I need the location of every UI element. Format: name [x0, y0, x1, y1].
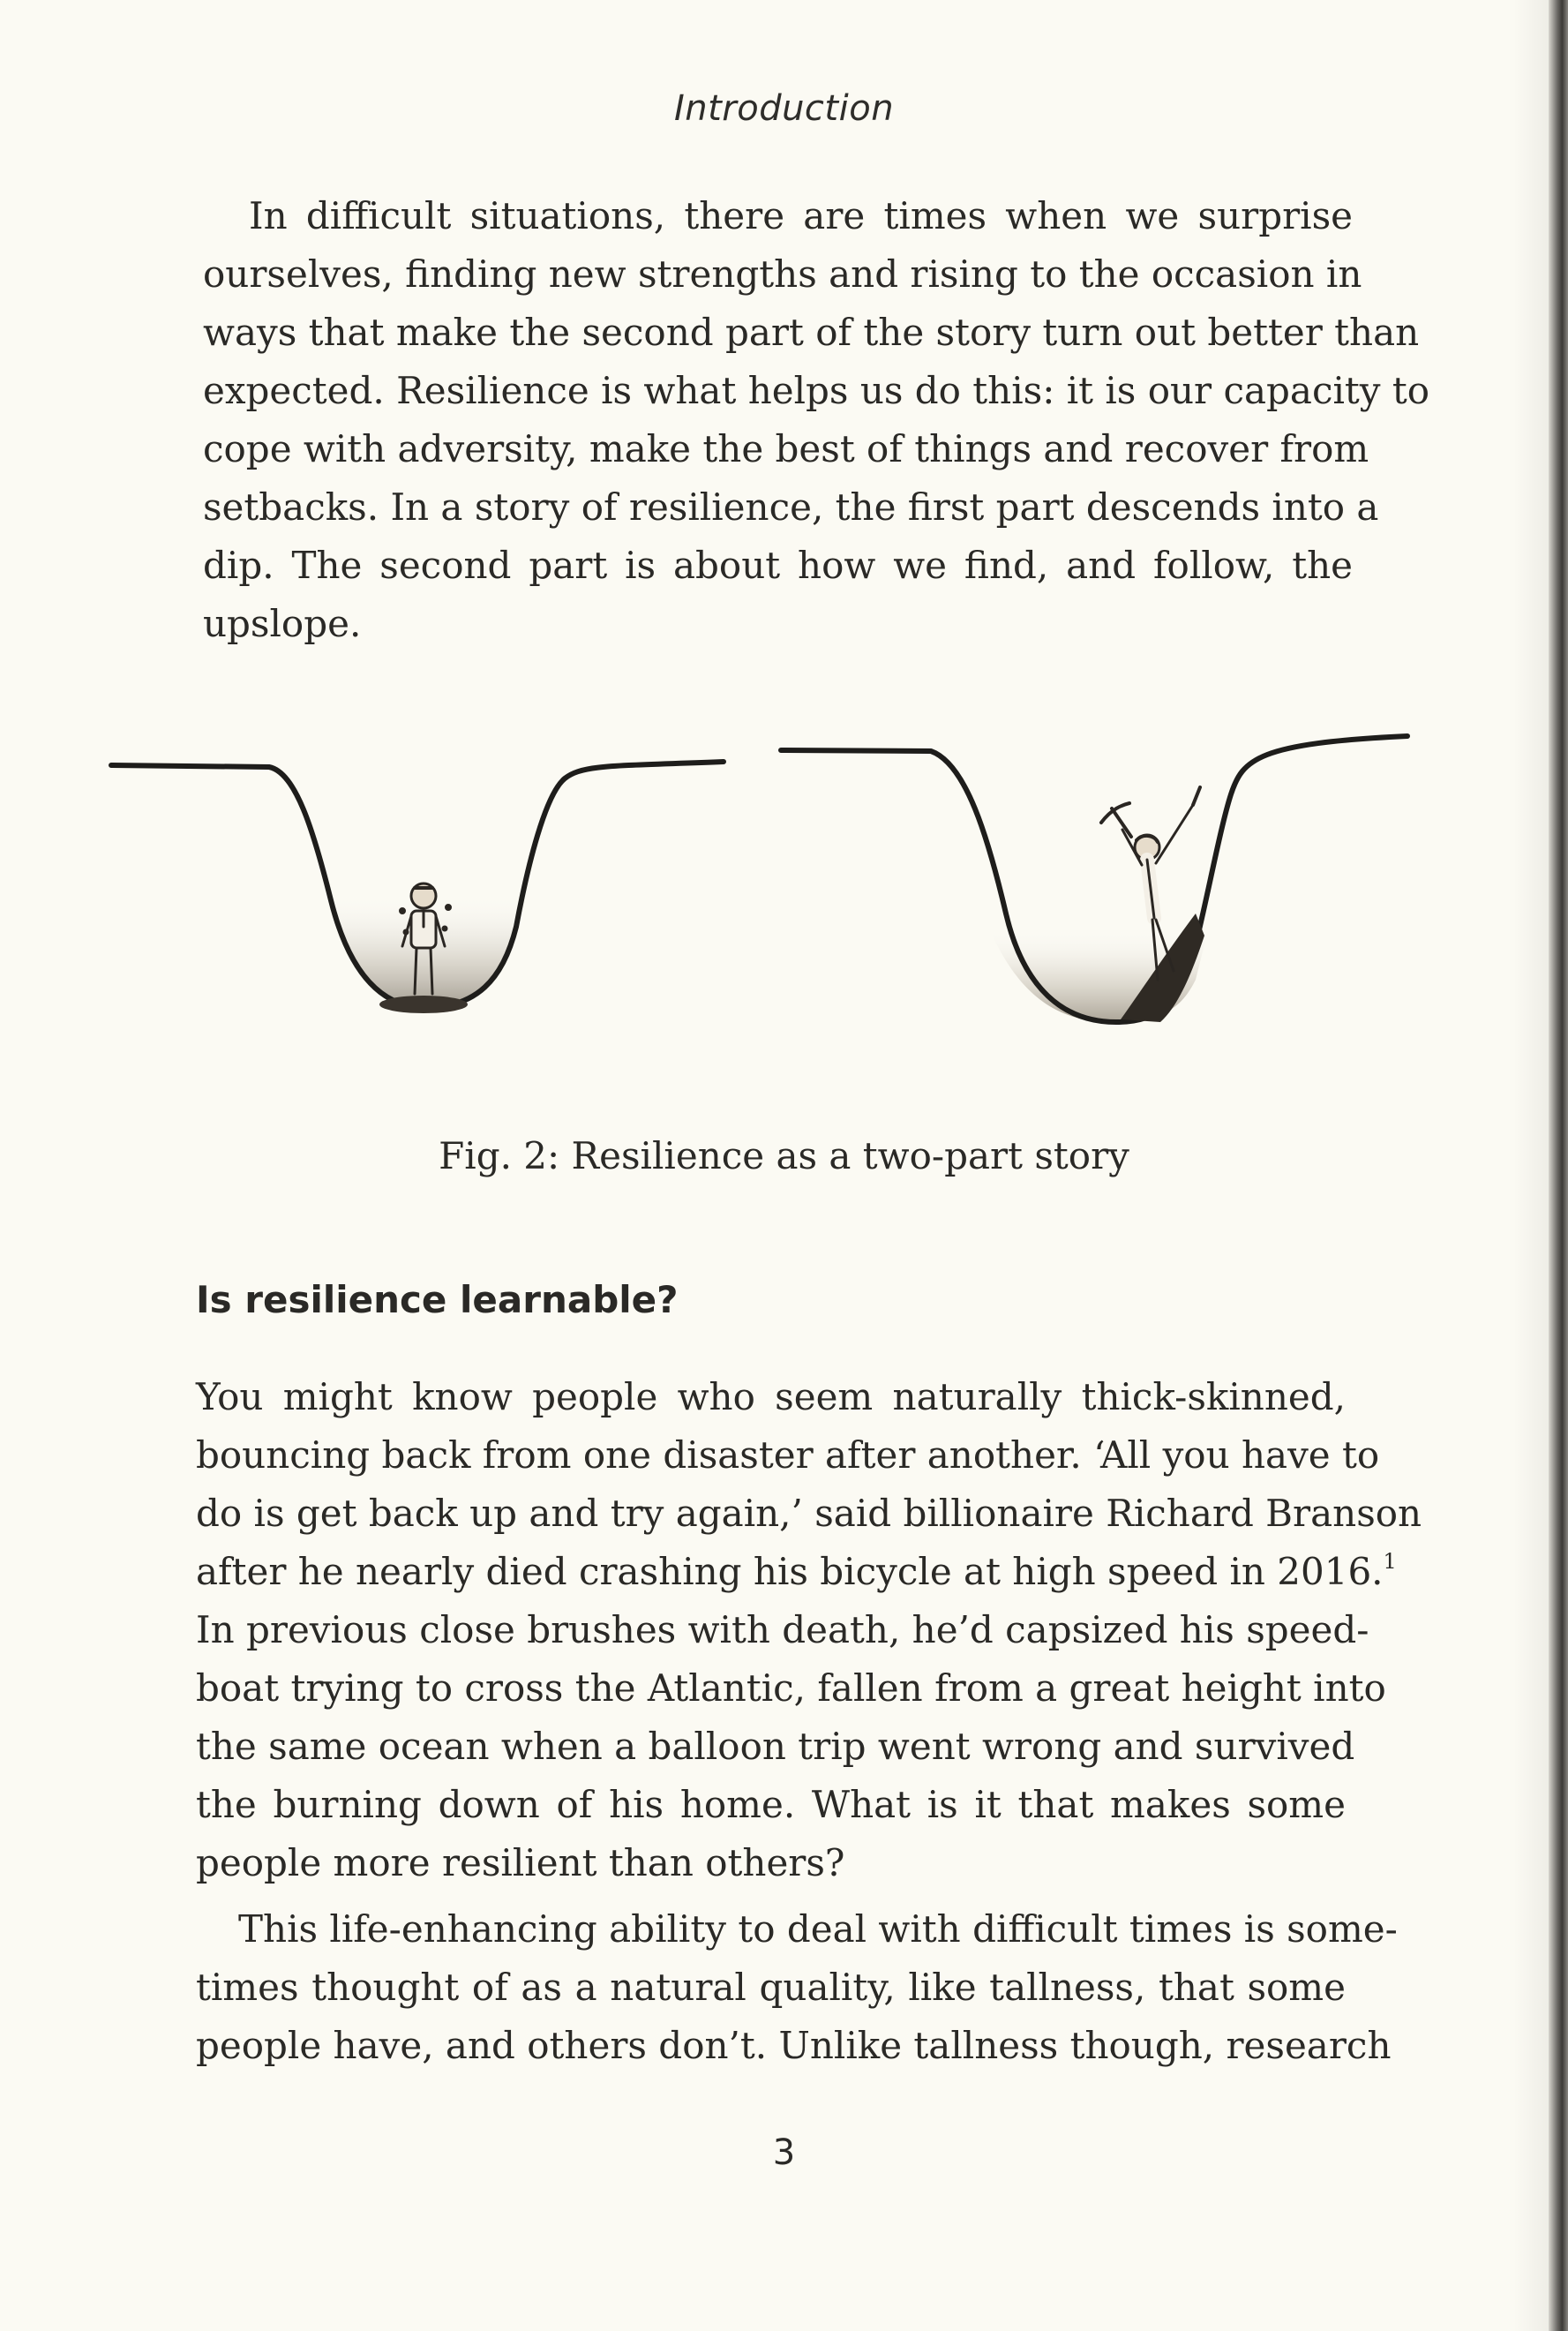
- resilience-figure: [106, 724, 1412, 1041]
- intro-paragraph: [203, 187, 1430, 653]
- text-line: the burning down of his home. What is it that makes some: [196, 1783, 1346, 1826]
- footnote-marker[interactable]: 1: [1383, 1549, 1397, 1574]
- figure-caption: Fig. 2: Resilience as a two-part story: [439, 1134, 1129, 1177]
- text-line: bouncing back from one disaster after another. ‘All you have to: [196, 1433, 1380, 1477]
- text-line-with-footnote: [196, 1543, 1397, 1601]
- right-dip-panel: [781, 736, 1407, 1022]
- branson-paragraph: [196, 1368, 1422, 1892]
- text-line: You might know people who seem naturally thick-skinned,: [196, 1375, 1346, 1418]
- left-dip-shade: [326, 891, 529, 1011]
- left-dip-panel: [111, 762, 724, 1013]
- text-line: ways that make the second part of the story turn out better than: [203, 311, 1420, 354]
- text-line: do is get back up and try again,’ said billionaire Richard Branson: [196, 1492, 1422, 1535]
- text-line: cope with adversity, make the best of things and recover from: [203, 427, 1369, 470]
- text-line: In difficult situations, there are times when we surprise: [249, 194, 1353, 237]
- text-line: In previous close brushes with death, he’d capsized his speed-: [196, 1608, 1369, 1651]
- ability-paragraph: [196, 1900, 1398, 2075]
- text-line: boat trying to cross the Atlantic, fallen from a great height into: [196, 1666, 1386, 1710]
- text-line: This life-enhancing ability to deal with difficult times is some-: [238, 1907, 1398, 1951]
- page-number: 3: [772, 2132, 796, 2173]
- text-line: expected. Resilience is what helps us do this: it is our capacity to: [203, 369, 1430, 412]
- text-line: after he nearly died crashing his bicycle at high speed in 2016.: [196, 1550, 1384, 1593]
- text-line: ourselves, finding new strengths and rising to the occasion in: [203, 252, 1362, 296]
- rubble: [379, 996, 468, 1013]
- text-line: the same ocean when a balloon trip went wrong and survived: [196, 1725, 1355, 1768]
- running-head: Introduction: [673, 88, 895, 129]
- text-line: people have, and others don’t. Unlike tallness though, research: [196, 2024, 1392, 2067]
- section-heading: Is resilience learnable?: [196, 1278, 679, 1321]
- text-line: dip. The second part is about how we find, and follow, the: [203, 544, 1353, 587]
- text-line: upslope.: [203, 602, 362, 645]
- text-line: times thought of as a natural quality, like tallness, that some: [196, 1966, 1346, 2009]
- text-line: setbacks. In a story of resilience, the first part descends into a: [203, 485, 1379, 529]
- text-line: people more resilient than others?: [196, 1841, 845, 1884]
